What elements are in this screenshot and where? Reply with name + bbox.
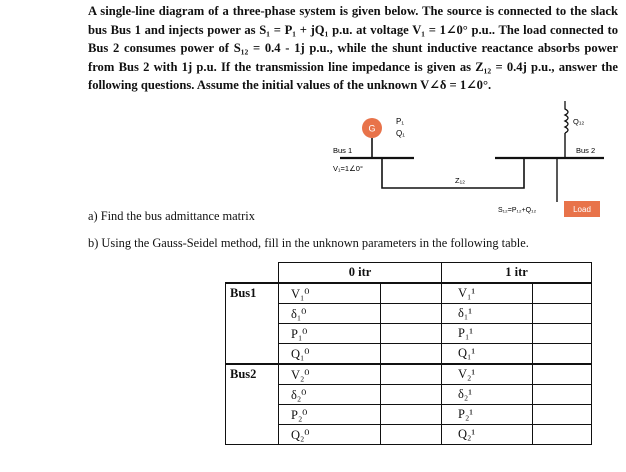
- q1-label: Q₁: [396, 129, 405, 138]
- gauss-seidel-table: [225, 262, 592, 445]
- iter0-var-cell: δ₂⁰: [279, 385, 381, 405]
- p1-label: P₁: [396, 117, 405, 126]
- iter0-value-cell[interactable]: [381, 364, 442, 385]
- iter1-var-cell: V₂¹: [442, 364, 533, 385]
- iter0-var-cell: V₂⁰: [279, 364, 381, 385]
- iter0-value-cell[interactable]: [381, 324, 442, 344]
- iter1-value-cell[interactable]: [533, 324, 592, 344]
- bus1-label: Bus 1: [333, 146, 353, 155]
- iter0-value-cell[interactable]: [381, 304, 442, 324]
- inductor-icon: [565, 101, 568, 133]
- iter0-value-cell[interactable]: [381, 283, 442, 304]
- iter0-var-cell: P₁⁰: [279, 324, 381, 344]
- iter1-var-cell: V₁¹: [442, 283, 533, 304]
- question-a: a) Find the bus admittance matrix: [88, 209, 255, 223]
- iter1-var-cell: P₁¹: [442, 324, 533, 344]
- iter1-value-cell[interactable]: [533, 283, 592, 304]
- z12-label: Z₁₂: [455, 176, 466, 185]
- iter0-value-cell[interactable]: [381, 405, 442, 425]
- iter1-var-cell: Q₁¹: [442, 344, 533, 365]
- iter1-value-cell[interactable]: [533, 385, 592, 405]
- single-line-diagram: [0, 0, 626, 230]
- iter1-value-cell[interactable]: [533, 344, 592, 365]
- iter1-var-cell: Q₂¹: [442, 425, 533, 445]
- q12-label: Q₁₂: [573, 117, 585, 126]
- question-b: b) Using the Gauss-Seidel method, fill in the unknown parameters in the following table.: [88, 236, 529, 250]
- iter0-var-cell: P₂⁰: [279, 405, 381, 425]
- iter1-var-cell: P₂¹: [442, 405, 533, 425]
- bus1-row-label: Bus1: [226, 283, 279, 364]
- transmission-line: [382, 158, 524, 188]
- iter1-value-cell[interactable]: [533, 304, 592, 324]
- iter0-var-cell: Q₂⁰: [279, 425, 381, 445]
- header-iter1: 1 itr: [442, 263, 592, 284]
- corner-cell: [226, 263, 279, 284]
- iter1-value-cell[interactable]: [533, 405, 592, 425]
- iter0-var-cell: Q₁⁰: [279, 344, 381, 365]
- generator-label: G: [368, 123, 376, 134]
- iter0-value-cell[interactable]: [381, 385, 442, 405]
- problem-statement: A single-line diagram of a three-phase system is given below. The source is connected to the slack bus Bus 1 and injects power as S₁ = P₁ + jQ₁ p.u. at voltage V₁ = 1∠0° p.u.. The load connected to Bus 2 consumes power of S₁₂ = 0.4 - 1j p.u., while the shunt inductive reactance absorbs power from Bus 2 with 1j p.u. If the transmission line impedance is given as Z₁₂ = 0.4j p.u., answer the following questions. Assume the initial values of the unknown V∠δ = 1∠0°.: [88, 4, 618, 92]
- v1-label: V₁=1∠0°: [333, 164, 363, 173]
- iter1-var-cell: δ₂¹: [442, 385, 533, 405]
- s12-label: S₁₂=P₁₂+Q₁₂: [498, 207, 537, 214]
- iter0-value-cell[interactable]: [381, 344, 442, 365]
- iter0-var-cell: δ₁⁰: [279, 304, 381, 324]
- load-label: Load: [573, 205, 591, 214]
- iter1-value-cell[interactable]: [533, 425, 592, 445]
- bus2-row-label: Bus2: [226, 364, 279, 445]
- iter1-value-cell[interactable]: [533, 364, 592, 385]
- header-iter0: 0 itr: [279, 263, 442, 284]
- iter0-value-cell[interactable]: [381, 425, 442, 445]
- bus2-label: Bus 2: [576, 146, 596, 155]
- iter1-var-cell: δ₁¹: [442, 304, 533, 324]
- iter0-var-cell: V₁⁰: [279, 283, 381, 304]
